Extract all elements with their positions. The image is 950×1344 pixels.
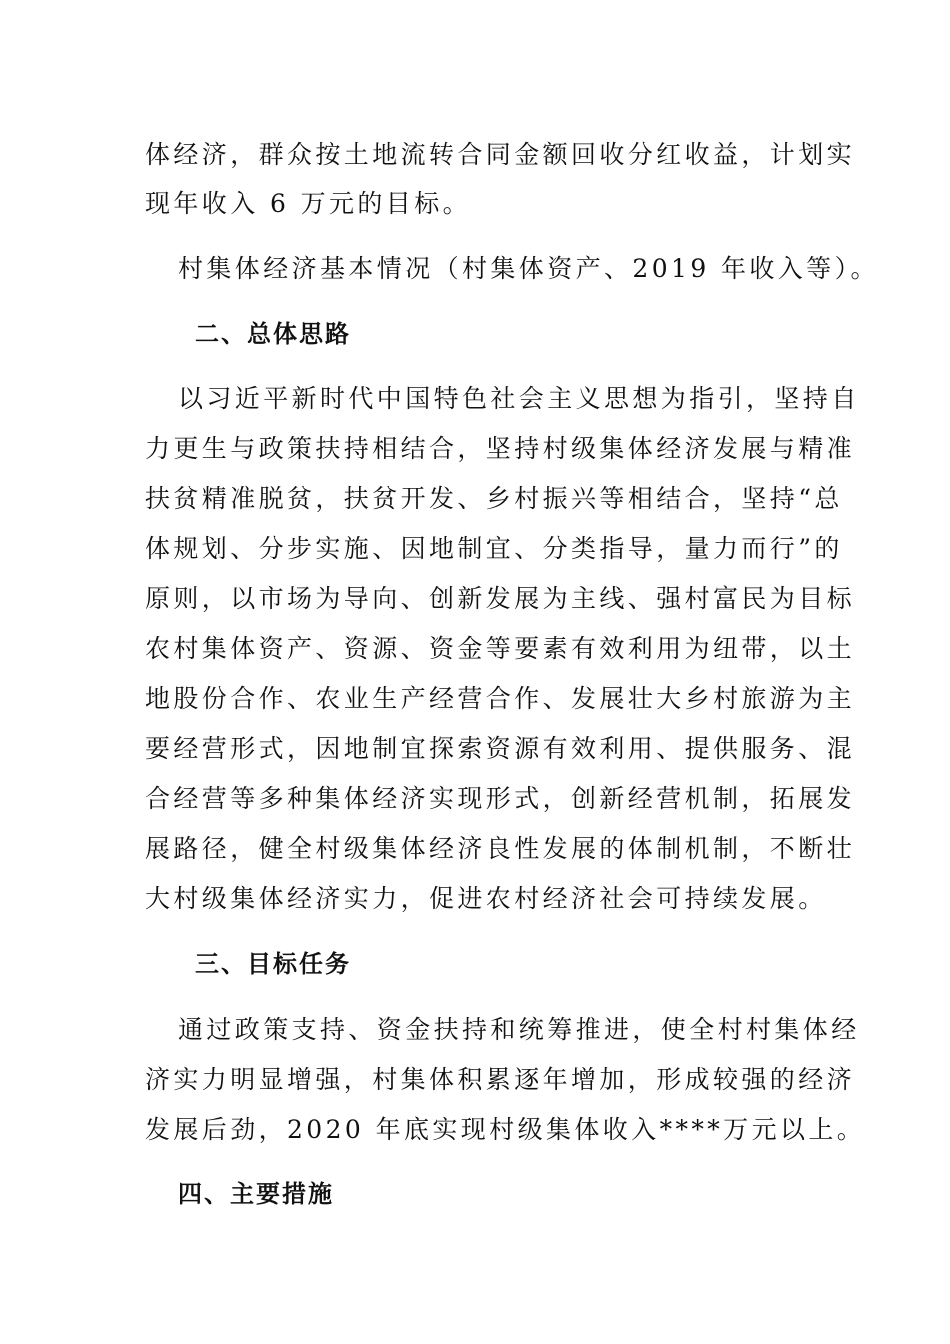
section-2-line: 原则，以市场为导向、创新发展为主线、强村富民为目标 bbox=[145, 584, 856, 613]
section-3-line: 济实力明显增强，村集体积累逐年增加，形成较强的经济 bbox=[145, 1065, 856, 1094]
section-2-line: 体规划、分步实施、因地制宜、分类指导，量力而行”的 bbox=[145, 534, 843, 563]
intro-line-2: 现年收入 6 万元的目标。 bbox=[145, 189, 472, 218]
section-2-line: 要经营形式，因地制宜探索资源有效利用、提供服务、混 bbox=[145, 734, 856, 763]
section-3-line: 通过政策支持、资金扶持和统筹推进，使全村村集体经 bbox=[178, 1015, 860, 1044]
section-2-line: 扶贫精准脱贫，扶贫开发、乡村振兴等相结合，坚持“总 bbox=[145, 484, 843, 513]
section-2-heading: 二、总体思路 bbox=[195, 320, 351, 348]
section-2-line: 地股份合作、农业生产经营合作、发展壮大乡村旅游为主 bbox=[145, 684, 856, 713]
section-2-line: 以习近平新时代中国特色社会主义思想为指引，坚持自 bbox=[178, 384, 860, 413]
section-2-line: 大村级集体经济实力，促进农村经济社会可持续发展。 bbox=[145, 884, 827, 913]
section-2-line: 合经营等多种集体经济实现形式，创新经营机制，拓展发 bbox=[145, 784, 856, 813]
section-3-line: 发展后劲，2020 年底实现村级集体收入****万元以上。 bbox=[145, 1115, 866, 1144]
section-2-line: 农村集体资产、资源、资金等要素有效利用为纽带，以土 bbox=[145, 634, 856, 663]
section-2-line: 力更生与政策扶持相结合，坚持村级集体经济发展与精准 bbox=[145, 434, 856, 463]
section-3-heading: 三、目标任务 bbox=[195, 950, 351, 978]
section-2-line: 展路径，健全村级集体经济良性发展的体制机制，不断壮 bbox=[145, 834, 856, 863]
section-4-heading: 四、主要措施 bbox=[178, 1180, 334, 1208]
situation-line: 村集体经济基本情况（村集体资产、2019 年收入等）。 bbox=[178, 254, 879, 283]
intro-line-1: 体经济，群众按土地流转合同金额回收分红收益，计划实 bbox=[145, 140, 856, 169]
